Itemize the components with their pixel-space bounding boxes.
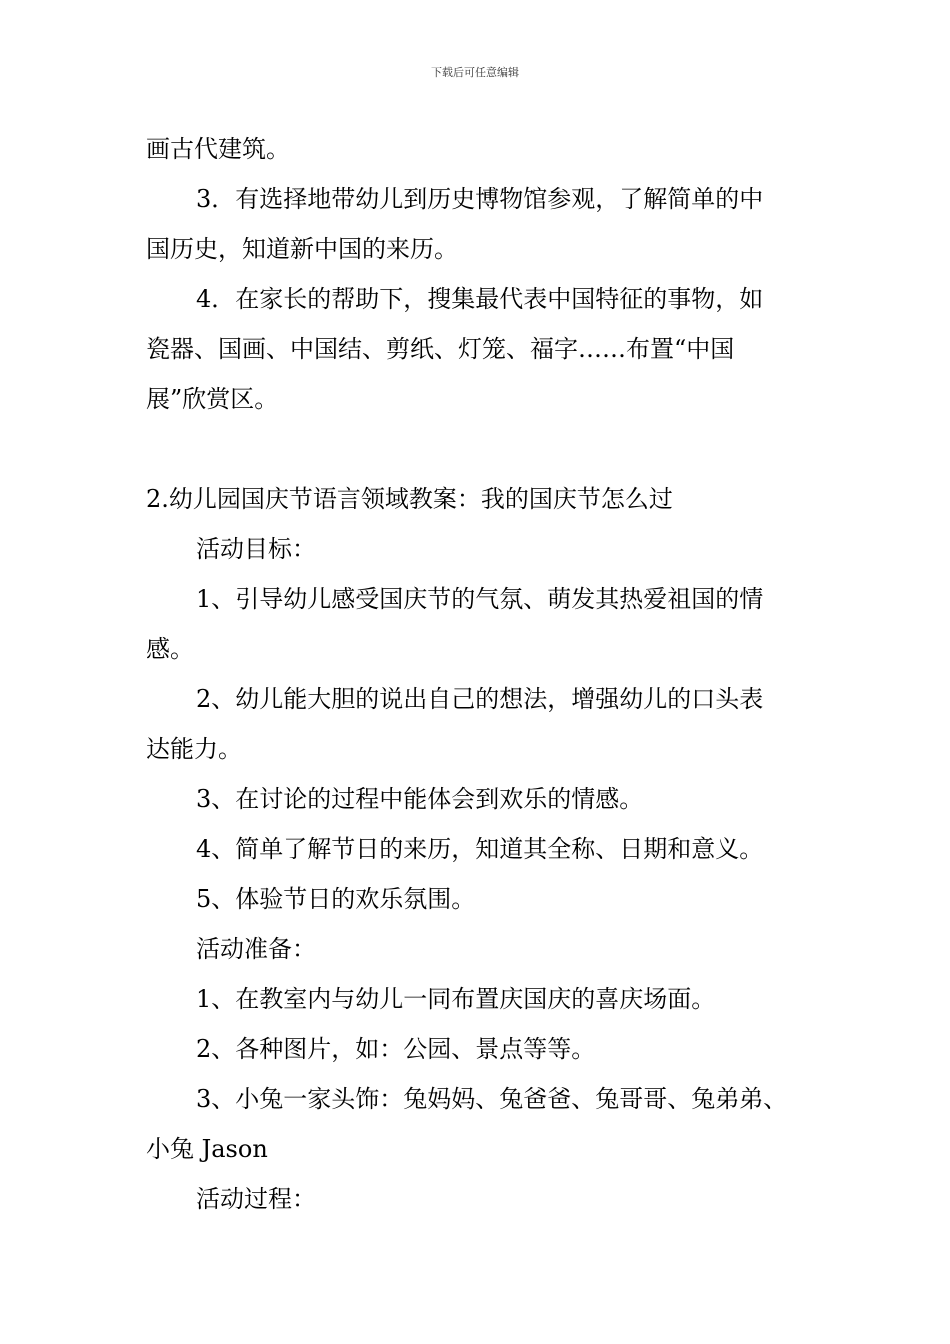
subheading-process: 活动过程： [196, 1185, 316, 1213]
section-spacer [146, 424, 814, 474]
list-item: 5、体验节日的欢乐氛围。 [196, 885, 476, 913]
list-item: 2、幼儿能大胆的说出自己的想法，增强幼儿的口头表 [196, 685, 764, 713]
subheading-objectives: 活动目标： [196, 535, 316, 563]
paragraph-line: 画古代建筑。 [146, 135, 290, 163]
paragraph-line: 展”欣赏区。 [146, 385, 279, 413]
list-item: 3、小兔一家头饰：兔妈妈、兔爸爸、兔哥哥、兔弟弟、 [196, 1085, 788, 1113]
list-item: 3、在讨论的过程中能体会到欢乐的情感。 [196, 785, 644, 813]
paragraph-line: 瓷器、国画、中国结、剪纸、灯笼、福字……布置“中国 [146, 335, 735, 363]
list-item-continuation: 感。 [146, 635, 194, 663]
section-title: 2.幼儿园国庆节语言领域教案：我的国庆节怎么过 [146, 485, 673, 513]
paragraph-line: 3．有选择地带幼儿到历史博物馆参观，了解简单的中 [196, 185, 764, 213]
subheading-preparation: 活动准备： [196, 935, 316, 963]
list-item-continuation: 达能力。 [146, 735, 242, 763]
list-item-continuation: 小兔 Jason [146, 1135, 268, 1163]
page-header-note: 下载后可任意编辑 [431, 66, 519, 79]
list-item: 4、简单了解节日的来历，知道其全称、日期和意义。 [196, 835, 764, 863]
paragraph-line: 国历史，知道新中国的来历。 [146, 235, 458, 263]
paragraph-line: 4．在家长的帮助下，搜集最代表中国特征的事物，如 [196, 285, 764, 313]
list-item: 2、各种图片，如：公园、景点等等。 [196, 1035, 596, 1063]
list-item: 1、引导幼儿感受国庆节的气氛、萌发其热爱祖国的情 [196, 585, 764, 613]
document-body [146, 124, 814, 1224]
list-item: 1、在教室内与幼儿一同布置庆国庆的喜庆场面。 [196, 985, 716, 1013]
